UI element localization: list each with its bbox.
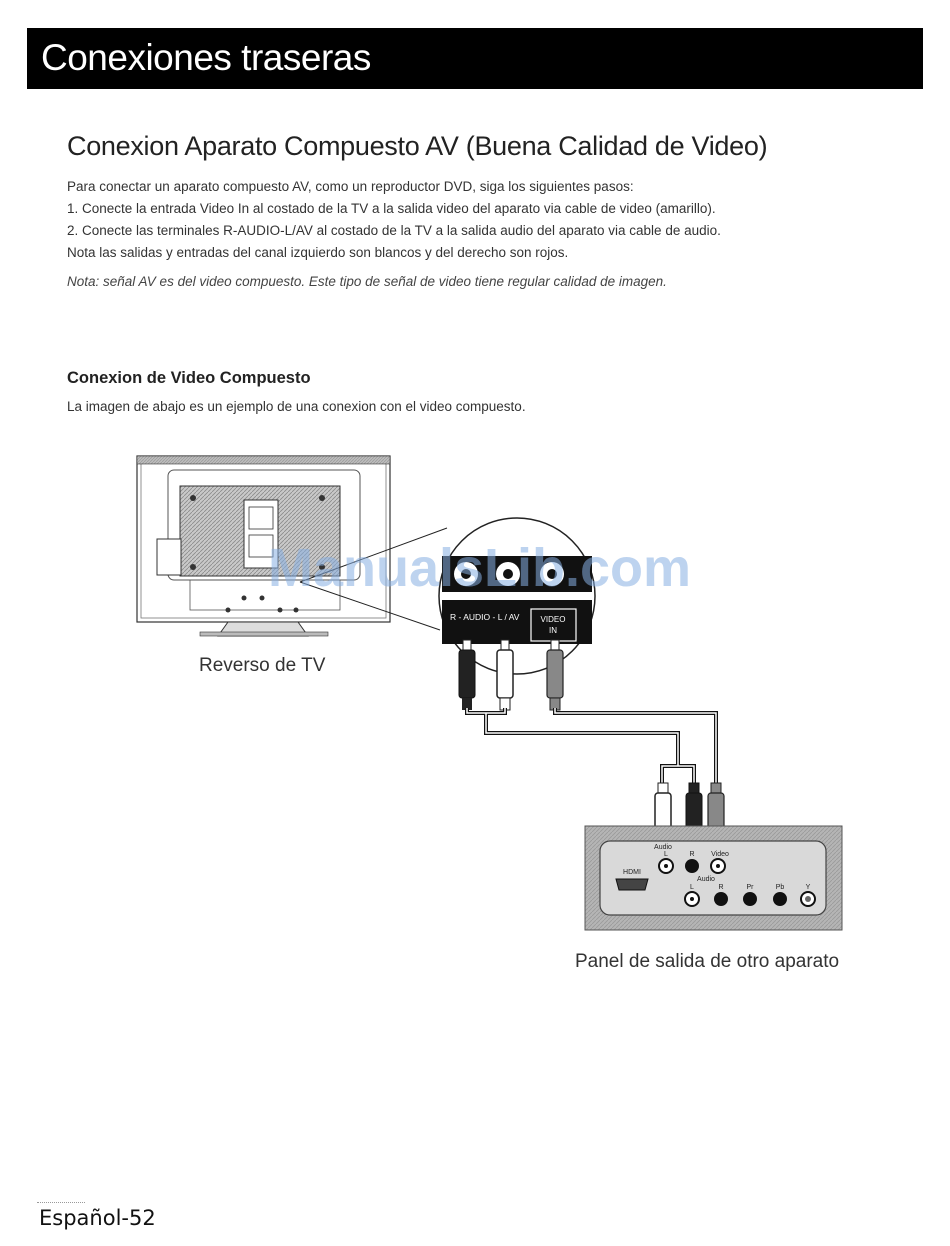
- video-in-label-1: VIDEO: [540, 615, 566, 624]
- video-in-label-2: IN: [549, 626, 557, 635]
- tv-jack-label: R - AUDIO - L / AV: [450, 612, 520, 622]
- subsection-title: Conexion de Video Compuesto: [67, 369, 311, 387]
- panel-hdmi-label: HDMI: [623, 869, 641, 876]
- panel-r-bottom-label: R: [718, 884, 724, 891]
- instructions-step-1: 1. Conecte la entrada Video In al costado de la TV a la salida video del aparato via cable de video (amarillo).: [67, 201, 716, 216]
- tv-caption: Reverso de TV: [199, 655, 326, 676]
- tv-side-plugs: [459, 640, 563, 710]
- panel-r-top-label: R: [689, 851, 695, 858]
- panel-y-label: Y: [805, 884, 811, 891]
- panel-pr-label: Pr: [746, 884, 754, 891]
- page-title: Conexiones traseras: [41, 37, 371, 78]
- panel-l-top-label: L: [664, 851, 668, 858]
- panel-caption: Panel de salida de otro aparato: [575, 951, 840, 972]
- watermark: ManualsLib.com: [268, 538, 692, 598]
- panel-pb-label: Pb: [775, 884, 785, 891]
- footer-divider: [37, 1202, 85, 1203]
- video-quality-note: Nota: señal AV es del video compuesto. Este tipo de señal de video tiene regular calidad de imagen.: [67, 274, 667, 289]
- panel-audio-bottom-label: Audio: [697, 876, 715, 883]
- page-number: Español-52: [39, 1206, 156, 1230]
- panel-l-bottom-label: L: [690, 884, 694, 891]
- instructions-intro: Para conectar un aparato compuesto AV, como un reproductor DVD, siga los siguientes pasos:: [67, 179, 634, 194]
- output-panel-illustration: [585, 826, 842, 930]
- instructions-step-2: 2. Conecte las terminales R-AUDIO-L/AV al costado de la TV a la salida audio del aparato via cable de audio.: [67, 223, 721, 238]
- panel-video-label: Video: [711, 851, 729, 858]
- instructions-note-channels: Nota las salidas y entradas del canal izquierdo son blancos y del derecho son rojos.: [67, 245, 569, 260]
- section-title: Conexion Aparato Compuesto AV (Buena Calidad de Video): [67, 131, 768, 161]
- subsection-text: La imagen de abajo es un ejemplo de una conexion con el video compuesto.: [67, 399, 526, 414]
- panel-audio-top-label: Audio: [654, 844, 672, 851]
